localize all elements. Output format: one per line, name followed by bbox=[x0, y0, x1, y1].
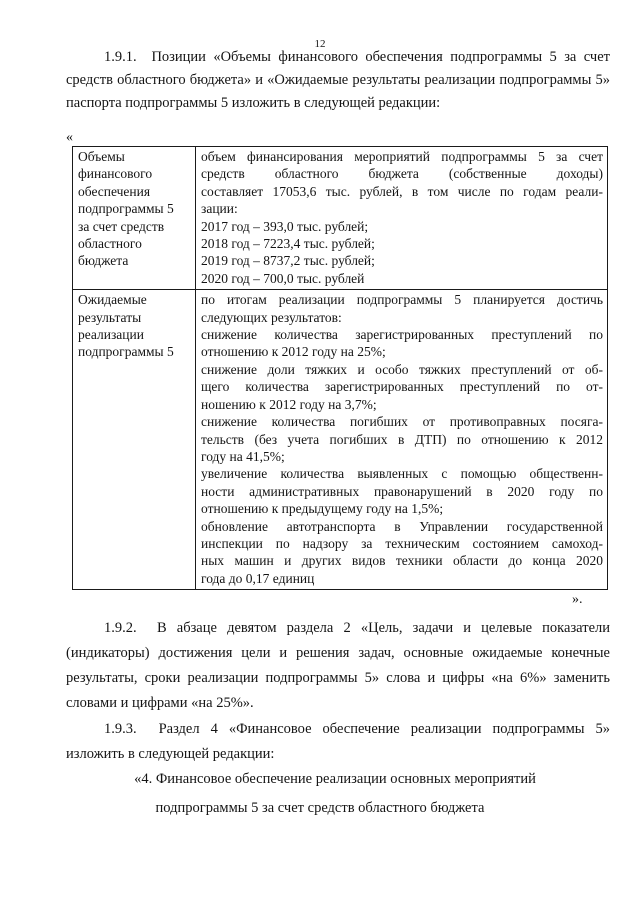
cell-text-line: подпрограммы 5 bbox=[78, 344, 174, 360]
row-content-cell bbox=[196, 290, 608, 590]
cell-text-line: снижение количества погибших от противоправных посяга- bbox=[201, 414, 603, 430]
section-heading-line-1: «4. Финансовое обеспечение реализации основных мероприятий bbox=[134, 771, 536, 787]
paragraph-number: 1.9.3. bbox=[104, 721, 137, 737]
cell-text-line: снижение количества зарегистрированных преступлений по bbox=[201, 327, 603, 343]
cell-text-line: областного bbox=[78, 236, 142, 252]
paragraph-1-9-2 bbox=[66, 616, 610, 716]
paragraph-1-9-3 bbox=[66, 717, 610, 767]
cell-text-line: за счет средств bbox=[78, 218, 165, 234]
cell-text-line: снижение доли тяжких и особо тяжких преступлений от об- bbox=[201, 361, 603, 377]
cell-text-line: отношению к предыдущему году на 1,5%; bbox=[201, 501, 444, 517]
cell-text-line: ности административных правонарушений в 2020 году по bbox=[201, 483, 603, 499]
table-row-financing bbox=[73, 147, 608, 290]
passport-table bbox=[72, 146, 608, 590]
section-heading-line-2: подпрограммы 5 за счет средств областного бюджета bbox=[155, 800, 485, 816]
closing-quote: ». bbox=[572, 592, 583, 607]
cell-text-line: щего количества зарегистрированных преступлений по от- bbox=[201, 379, 603, 395]
opening-quote: « bbox=[66, 130, 73, 145]
cell-text-line: 2017 год – 393,0 тыс. рублей; bbox=[201, 218, 369, 234]
row-name-cell bbox=[73, 147, 196, 290]
cell-text-line: Объемы bbox=[78, 149, 125, 164]
paragraph-text: В абзаце девятом раздела 2 «Цель, задачи и целевые показатели (индикаторы) достижения цели и решения задач, основные ожидаемые конечные результаты, сроки реализации подпрограммы 5» слова и цифры «на 6%» заменить словами и цифрами «на 25%». bbox=[66, 620, 611, 711]
paragraph-number: 1.9.1. bbox=[104, 49, 137, 65]
paragraph-text: Раздел 4 «Финансовое обеспечение реализации подпрограммы 5» изложить в следующей редакции: bbox=[66, 721, 610, 762]
page-number: 12 bbox=[314, 38, 326, 50]
row-content-cell bbox=[196, 147, 608, 290]
cell-text-line: следующих результатов: bbox=[201, 309, 342, 325]
cell-text-line: 2020 год – 700,0 тыс. рублей bbox=[201, 270, 365, 286]
cell-text-line: зации: bbox=[201, 201, 238, 217]
cell-text-line: инспекции по надзору за техническим состоянием самоход- bbox=[201, 535, 603, 551]
cell-text-line: объем финансирования мероприятий подпрограммы 5 за счет bbox=[201, 149, 603, 164]
cell-text-line: 2019 год – 8737,2 тыс. рублей; bbox=[201, 253, 375, 269]
cell-text-line: отношению к 2012 году на 25%; bbox=[201, 344, 386, 360]
cell-text-line: по итогам реализации подпрограммы 5 планируется достичь bbox=[201, 292, 603, 308]
cell-text-line: финансового bbox=[78, 166, 153, 182]
cell-text-line: тельств (без учета погибших в ДТП) по отношению к 2012 bbox=[201, 431, 603, 447]
cell-text-line: ношению к 2012 году на 3,7%; bbox=[201, 396, 377, 412]
cell-text-line: результаты bbox=[78, 309, 142, 325]
paragraph-text: Позиции «Объемы финансового обеспечения подпрограммы 5 за счет средств областного бюджета» и «Ожидаемые результаты реализации подпрограммы 5» паспорта подпрограммы 5 изложить в следующей редакции: bbox=[66, 49, 610, 111]
cell-text-line: средств областного бюджета (собственные доходы) bbox=[201, 166, 603, 182]
cell-text-line: года до 0,17 единиц bbox=[201, 570, 315, 586]
cell-text-line: обеспечения bbox=[78, 183, 151, 199]
paragraph-number: 1.9.2. bbox=[104, 620, 137, 636]
cell-text-line: обновление автотранспорта в Управлении государственной bbox=[201, 518, 603, 534]
cell-text-line: году на 41,5%; bbox=[201, 448, 285, 464]
cell-text-line: Ожидаемые bbox=[78, 292, 147, 308]
cell-text-line: составляет 17053,6 тыс. рублей, в том числе по годам реали- bbox=[201, 183, 603, 199]
cell-text-line: увеличение количества выявленных с помощью общественн- bbox=[201, 466, 603, 482]
cell-text-line: подпрограммы 5 bbox=[78, 201, 174, 217]
row-name-cell bbox=[73, 290, 196, 590]
paragraph-1-9-1 bbox=[66, 46, 610, 115]
cell-text-line: бюджета bbox=[78, 253, 129, 269]
cell-text-line: 2018 год – 7223,4 тыс. рублей; bbox=[201, 236, 375, 252]
cell-text-line: реализации bbox=[78, 327, 144, 343]
table-row-results bbox=[73, 290, 608, 590]
cell-text-line: ных машин и других видов техники области до конца 2020 bbox=[201, 553, 603, 569]
